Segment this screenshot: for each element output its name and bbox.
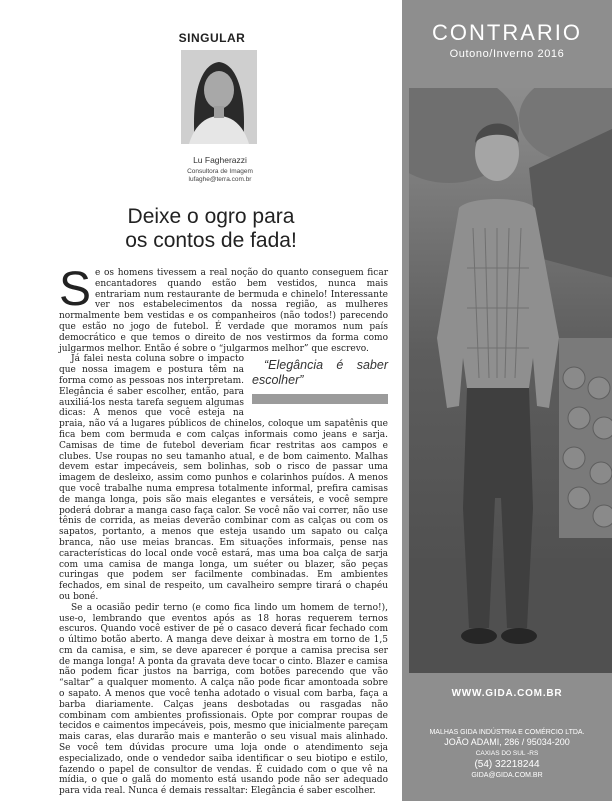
season-label: Outono/Inverno 2016: [449, 48, 565, 60]
pull-quote-bar: [252, 394, 388, 404]
author-role: Consultora de Imagem: [187, 168, 253, 175]
headline-line-2: os contos de fada!: [125, 229, 297, 252]
article-body: [59, 263, 388, 797]
brand-logo: CONTRARIO: [432, 20, 582, 45]
ad-website[interactable]: WWW.GIDA.COM.BR: [451, 688, 563, 699]
author-photo: [181, 50, 257, 144]
ad-email[interactable]: GIDA@GIDA.COM.BR: [471, 772, 543, 779]
paragraph-2-text: Já falei nesta coluna sobre o impacto que nossa imagem e postura têm na forma como as pessoas nos interpretam. Elegância é saber escolher, então, para auxiliá-los nesta tarefa seguem algumas dicas: A menos que você esteja na praia, não vá a lugares públicos de chinelos, coloque um sapatênis que fica bem com bermuda e com calças informais como jeans e sarja. Camisas de time de futebol deveriam ficar restritas aos campos e clubes. Use roupas no seu tamanho atual, e de bom caimento. Malhas devem estar impecáveis, sem bolinhas, sob o risco de passar uma imagem de desleixo, assim como punhos e colarinhos puídos. A menos que você trabalhe numa empresa totalmente informal, prefira camisas de manga longa, pois são mais elegantes e versáteis, e você sempre poderá dobrar a manga caso faça calor. Se você não vai correr, não use tênis de corrida, as meias deverão combinar com as calças ou com os sapatos, portanto, a menos que esteja usando um sapato ou calça branca, não use meias brancas. Em situações informais, pense nas características do local onde você estará, mas uma boa calça de sarja com uma camisa de manga longa, um suéter ou blazer, são peças curingas que podem ser facilmente combinadas. Em ambientes fechados, em sinal de respeito, um cavalheiro sempre tirará o chapéu ou boné.: [59, 354, 388, 602]
pull-quote: [252, 358, 388, 404]
paragraph-1-text: e os homens tivessem a real noção do quanto conseguem ficar encantadores quando estão bem vestidos, nunca mais entrariam num restaurante de bermuda e chinelo! Interessante ver nos estabelecimentos da nossa região, as mulheres normalmente bem vestidas e os companheiros (não todos!) parecendo que estão no jogo de futebol. É verdade que moramos num país democrático e que temos o direito de nos vestirmos da forma como julgarmos melhor. Então é sobre o “julgarmos melhor” que escrevo.: [59, 268, 388, 354]
paragraph-3: Se a ocasião pedir terno (e como fica lindo um homem de terno!), use-o, lembrando que eventos após as 18 horas requerem ternos escuros. Quando você estiver de pé o casaco deverá ficar fechado com o último botão aberto. A manga deve deixar à mostra em torno de 1,5 cm da camisa, e sim, se deve aparecer é porque a camisa precisa ser de manga longa! A ponta da gravata deve tocar o cinto. Blazer e camisa não podem ficar justos na barriga, com botões parecendo que vão “saltar” a qualquer momento. A calça não pode ficar amontoada sobre o sapato. A menos que você tenha adotado o visual com barba, faça a barba diariamente. Calças jeans desbotadas ou rasgadas não combinam com ambientes profissionais. Opte por comprar roupas de tecidos e caimentos impecáveis, pois, mesmo que inicialmente pareçam mais caras, elas durarão mais e manterão o seu visual mais alinhado. Se você tem dúvidas procure uma loja onde o atendimento seja especializado, onde o vendedor saiba identificar o seu biotipo e estilo, fazendo o papel de consultor de vendas. É cuidado com o que vê na mídia, o que o galã do momento está usando pode não ser adequado para vida real. Nunca é demais ressaltar: Elegância é saber escolher.: [59, 602, 388, 797]
drop-cap: S: [59, 263, 92, 316]
paragraph-1: [59, 263, 388, 354]
article-headline: [78, 205, 344, 253]
ad-contact: [402, 728, 612, 781]
headline-line-1: Deixe o ogro para: [127, 205, 295, 228]
ad-city: CAXIAS DO SUL -RS: [475, 750, 539, 757]
author-email: lufaghe@terra.com.br: [188, 176, 252, 183]
paragraph-2: [59, 354, 388, 602]
ad-company: MALHAS GIDA INDÚSTRIA E COMÉRCIO LTDA.: [429, 729, 585, 736]
advertisement: [402, 0, 612, 801]
section-title: SINGULAR: [178, 31, 246, 45]
ad-phone: (54) 32218244: [474, 759, 540, 770]
model-photo: [409, 88, 612, 673]
pull-quote-text: “Elegância é saber escolher”: [252, 358, 388, 388]
author-name: Lu Fagherazzi: [193, 155, 247, 165]
author-block: [150, 155, 290, 184]
ad-address: JOÃO ADAMI, 286 / 95034-200: [444, 737, 570, 747]
